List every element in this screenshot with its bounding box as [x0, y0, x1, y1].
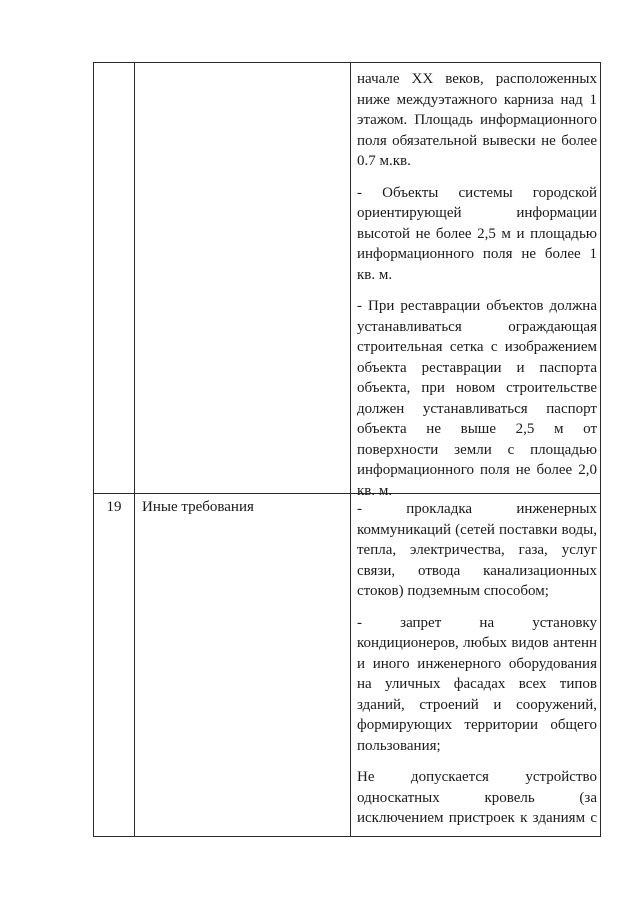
column-divider — [350, 63, 351, 836]
requirement-paragraph: - запрет на установку кондиционеров, любых видов антенн и иного инженерного оборудования на уличных фасадах всех типов зданий, строений и сооружений, формирующих территории общего пользования; — [357, 614, 597, 754]
requirements-table — [93, 62, 601, 837]
requirement-paragraph: начале XX веков, расположенных ниже междуэтажного карниза над 1 этажом. Площадь информационного поля обязательной вывески не более 0.7 м.кв. — [357, 71, 597, 169]
row-number: 19 — [106, 499, 122, 515]
requirement-paragraph: - При реставрации объектов должна устанавливаться ограждающая строительная сетка с изображением объекта реставрации и паспорта объекта, при новом строительстве должен устанавливаться паспорт объекта не выше 2,5 м от поверхности земли с площадью информационного поля не более 2,0 кв. м. — [357, 298, 597, 499]
column-divider — [134, 63, 135, 836]
requirement-paragraph: - прокладка инженерных коммуникаций (сетей поставки воды, тепла, электричества, газа, услуг связи, отвода канализационных стоков) подземным способом; — [357, 501, 597, 599]
row-19-requirements-cell — [357, 499, 597, 829]
requirement-paragraph: Не допускается устройство односкатных кровель (за исключением пристроек к зданиям с — [357, 769, 597, 826]
requirement-paragraph: - Объекты системы городской ориентирующей информации высотой не более 2,5 м и площадью информационного поля не более 1 кв. м. — [357, 184, 597, 283]
row-prev-requirements-cell — [357, 69, 597, 501]
row-name: Иные требования — [142, 499, 254, 515]
